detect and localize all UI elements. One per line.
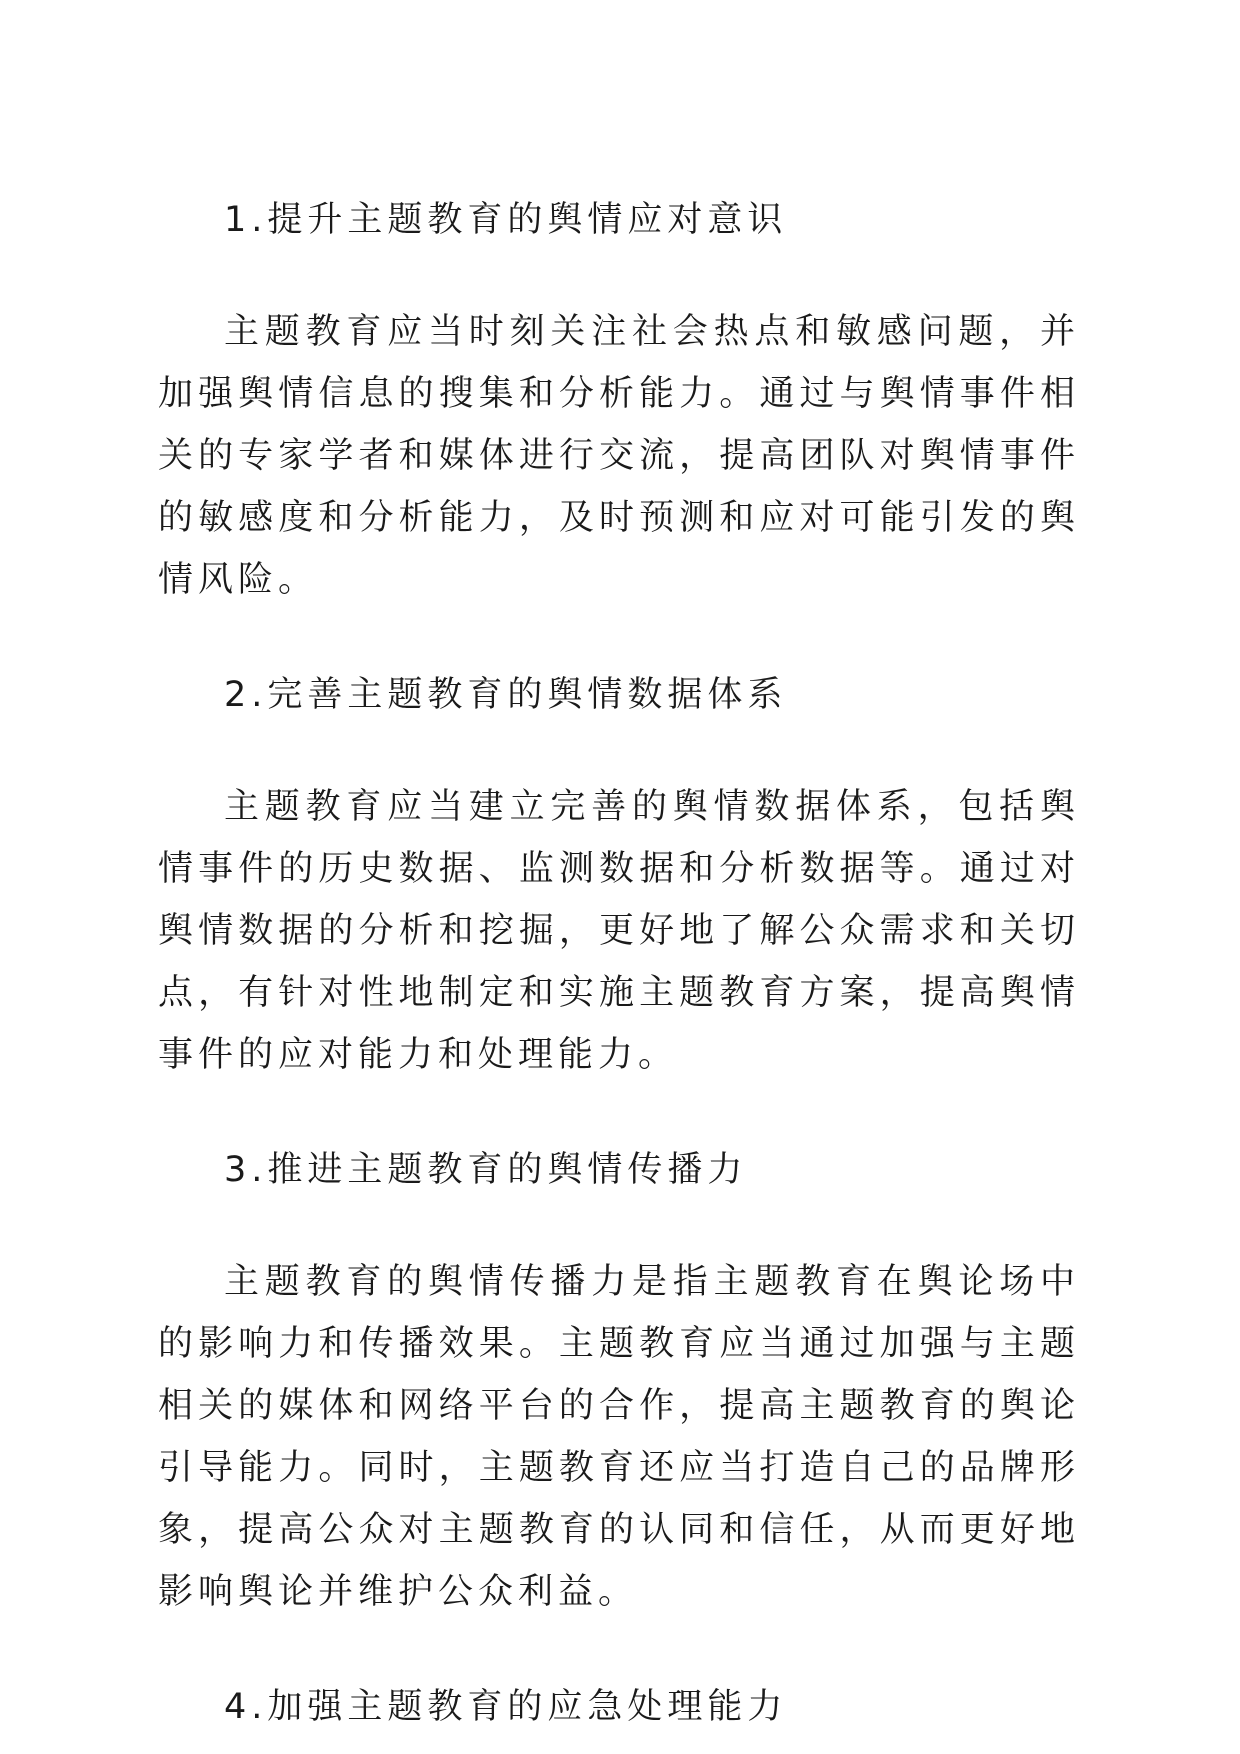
section-heading-1: 1.提升主题教育的舆情应对意识 xyxy=(224,200,788,240)
section-paragraph-3: 主题教育的舆情传播力是指主题教育在舆论场中的影响力和传播效果。主题教育应当通过加强与主题相关的媒体和网络平台的合作，提高主题教育的舆论引导能力。同时，主题教育还应当打造自己的品牌形象，提高公众对主题教育的认同和信任，从而更好地影响舆论并维护公众利益。 xyxy=(158,1262,1080,1612)
section-heading-2: 2.完善主题教育的舆情数据体系 xyxy=(224,675,788,715)
section-heading-4: 4.加强主题教育的应急处理能力 xyxy=(224,1687,788,1727)
section-paragraph-1: 主题教育应当时刻关注社会热点和敏感问题，并加强舆情信息的搜集和分析能力。通过与舆情事件相关的专家学者和媒体进行交流，提高团队对舆情事件的敏感度和分析能力，及时预测和应对可能引发的舆情风险。 xyxy=(158,312,1080,600)
document-body xyxy=(158,188,1080,1739)
section-heading-3: 3.推进主题教育的舆情传播力 xyxy=(224,1150,748,1190)
section-paragraph-2: 主题教育应当建立完善的舆情数据体系，包括舆情事件的历史数据、监测数据和分析数据等。通过对舆情数据的分析和挖掘，更好地了解公众需求和关切点，有针对性地制定和实施主题教育方案，提高舆情事件的应对能力和处理能力。 xyxy=(158,787,1080,1075)
